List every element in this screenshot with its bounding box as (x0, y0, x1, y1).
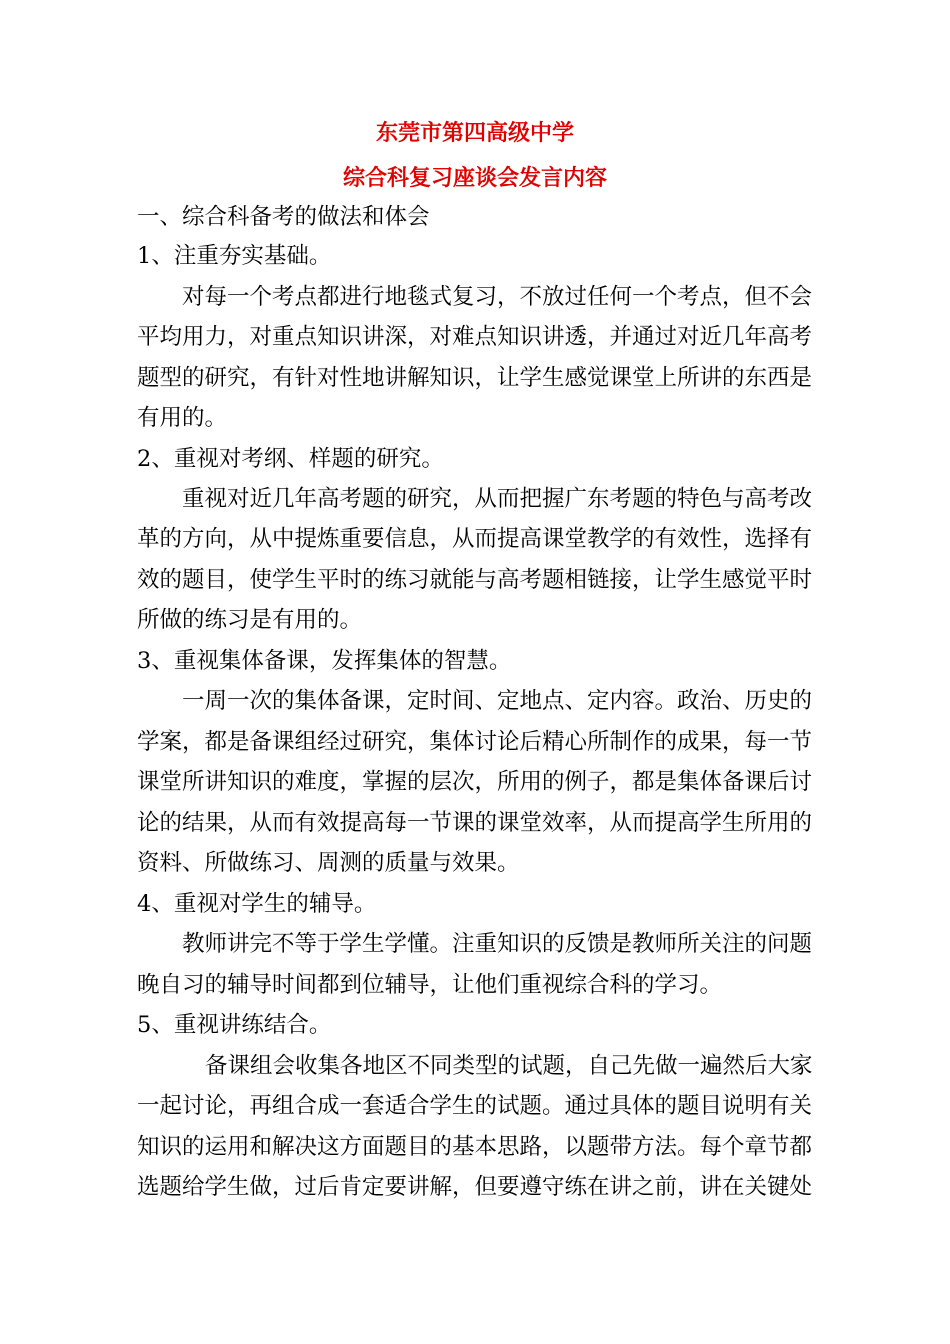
paragraph-line: 晚自习的辅导时间都到位辅导，让他们重视综合科的学习。 (137, 972, 723, 998)
paragraph-line: 革的方向，从中提炼重要信息，从而提高课堂教学的有效性，选择有 (137, 526, 813, 552)
paragraph-line: 课堂所讲知识的难度，掌握的层次，所用的例子，都是集体备课后讨 (137, 769, 813, 795)
item-heading-5: 5、重视讲练结合。 (137, 1012, 332, 1038)
paragraph-line: 题型的研究，有针对性地讲解知识，让学生感觉课堂上所讲的东西是 (137, 365, 813, 391)
paragraph-line: 备课组会收集各地区不同类型的试题，自己先做一遍然后大家 (205, 1053, 813, 1079)
item-heading-4: 4、重视对学生的辅导。 (137, 891, 377, 917)
paragraph-line: 重视对近几年高考题的研究，从而把握广东考题的特色与高考改 (182, 486, 813, 512)
document-subtitle: 综合科复习座谈会发言内容 (342, 166, 607, 191)
paragraph-line: 一周一次的集体备课，定时间、定地点、定内容。政治、历史的 (182, 688, 813, 714)
paragraph-line: 所做的练习是有用的。 (137, 607, 363, 633)
paragraph-line: 教师讲完不等于学生学懂。注重知识的反馈是教师所关注的问题 (182, 931, 813, 957)
paragraph-line: 学案，都是备课组经过研究，集体讨论后精心所制作的成果，每一节 (137, 729, 813, 755)
paragraph-line: 一起讨论，再组合成一套适合学生的试题。通过具体的题目说明有关 (137, 1093, 813, 1119)
item-heading-2: 2、重视对考纲、样题的研究。 (137, 446, 444, 472)
paragraph-line: 平均用力，对重点知识讲深，对难点知识讲透，并通过对近几年高考 (137, 324, 813, 350)
paragraph-line: 对每一个考点都进行地毯式复习，不放过任何一个考点，但不会 (182, 284, 813, 310)
item-heading-3: 3、重视集体备课，发挥集体的智慧。 (137, 648, 512, 674)
paragraph-line: 资料、所做练习、周测的质量与效果。 (137, 850, 520, 876)
paragraph-line: 有用的。 (137, 405, 228, 431)
document-title: 东莞市第四高级中学 (375, 121, 574, 146)
paragraph-line: 选题给学生做，过后肯定要讲解，但要遵守练在讲之前，讲在关键处 (137, 1174, 813, 1200)
paragraph-line: 知识的运用和解决这方面题目的基本思路，以题带方法。每个章节都 (137, 1134, 813, 1160)
paragraph-line: 效的题目，使学生平时的练习就能与高考题相链接，让学生感觉平时 (137, 567, 813, 593)
item-heading-1: 1、注重夯实基础。 (137, 243, 332, 269)
section-heading: 一、综合科备考的做法和体会 (137, 204, 430, 230)
paragraph-line: 论的结果，从而有效提高每一节课的课堂效率，从而提高学生所用的 (137, 810, 813, 836)
